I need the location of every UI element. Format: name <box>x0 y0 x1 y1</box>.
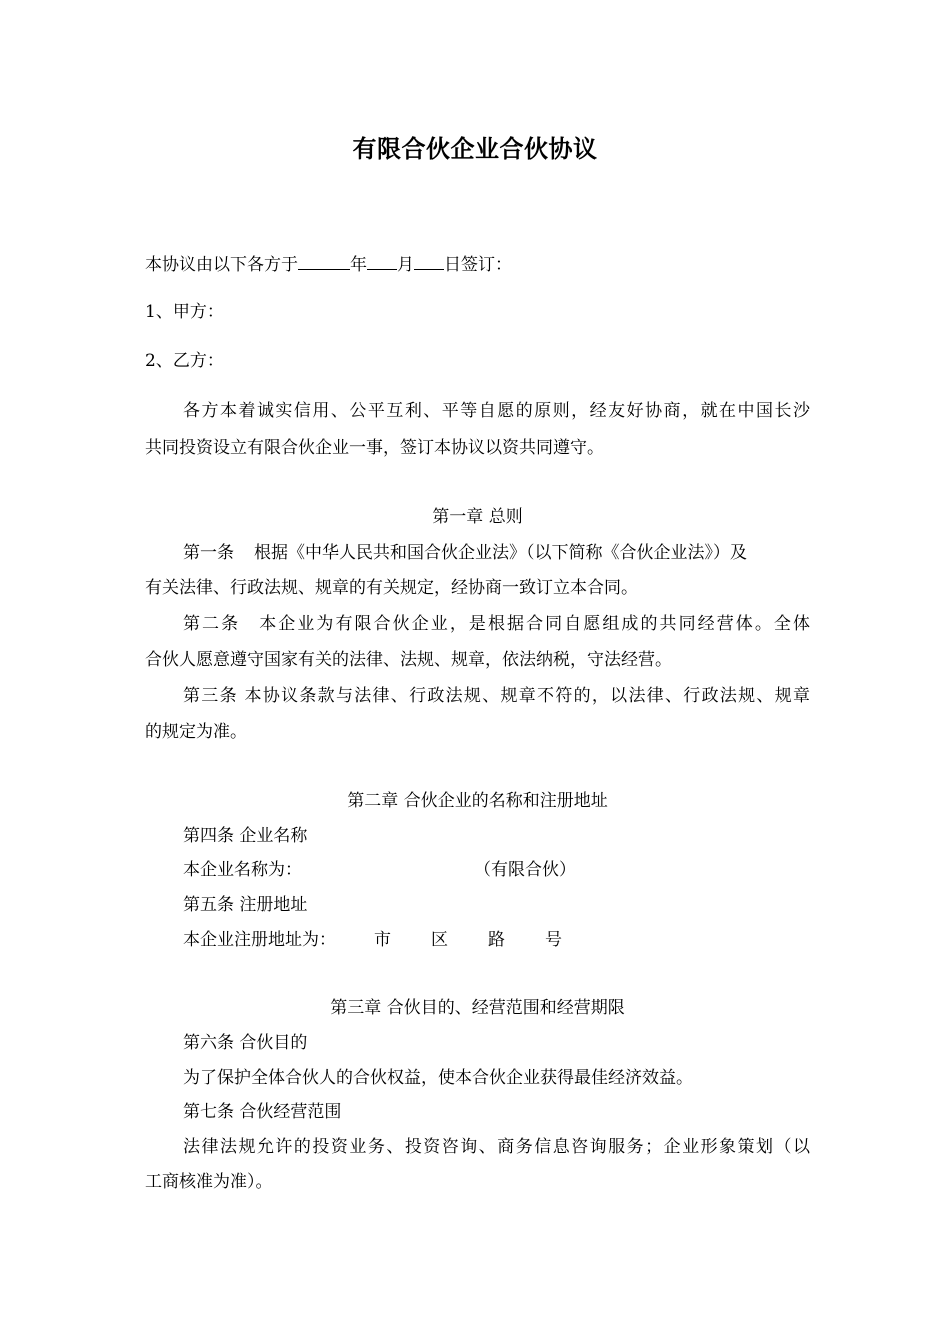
day-suffix: 日签订： <box>444 255 512 275</box>
signing-date-line <box>145 251 810 277</box>
day-blank <box>414 251 444 270</box>
article-2-line-1: 第二条 本企业为有限合伙企业，是根据合同自愿组成的共同经营体。全体 <box>183 614 810 634</box>
article-6-text: 为了保护全体合伙人的合伙权益，使本合伙企业获得最佳经济效益。 <box>183 1068 693 1088</box>
address-prefix: 本企业注册地址为： <box>183 930 336 950</box>
company-name-prefix: 本企业名称为： <box>183 860 302 880</box>
article-2-line-2: 合伙人愿意遵守国家有关的法律、法规、规章，依法纳税，守法经营。 <box>145 650 672 670</box>
article-3-line-1: 第三条 本协议条款与法律、行政法规、规章不符的，以法律、行政法规、规章 <box>183 686 810 706</box>
address-number: 号 <box>545 930 562 950</box>
article-7-heading: 第七条 合伙经营范围 <box>183 1102 342 1122</box>
company-name-suffix: （有限合伙） <box>474 860 576 880</box>
year-label: 年 <box>350 255 367 275</box>
address-district: 区 <box>431 930 448 950</box>
party-a-line: 1、甲方： <box>145 302 224 322</box>
article-5-heading: 第五条 注册地址 <box>183 895 308 915</box>
article-6-heading: 第六条 合伙目的 <box>183 1033 308 1053</box>
article-7-line-2: 工商核准为准）。 <box>145 1172 273 1192</box>
party-b-line: 2、乙方： <box>145 351 224 371</box>
month-blank <box>367 251 397 270</box>
article-1-text: 根据《中华人民共和国合伙企业法》（以下简称《合伙企业法》）及 <box>254 543 747 563</box>
intro-paragraph-line-1: 各方本着诚实信用、公平互利、平等自愿的原则，经友好协商，就在中国长沙 <box>183 401 810 421</box>
intro-paragraph-line-2: 共同投资设立有限合伙企业一事，签订本协议以资共同遵守。 <box>145 438 604 458</box>
chapter-1-heading: 第一章 总则 <box>432 507 523 527</box>
sign-prefix: 本协议由以下各方于 <box>145 255 298 275</box>
chapter-2-heading: 第二章 合伙企业的名称和注册地址 <box>347 791 608 811</box>
company-name-line <box>183 858 810 882</box>
month-label: 月 <box>397 255 414 275</box>
year-blank <box>298 251 350 270</box>
article-7-line-1: 法律法规允许的投资业务、投资咨询、商务信息咨询服务；企业形象策划（以 <box>183 1137 810 1157</box>
article-1-label: 第一条 <box>183 543 234 563</box>
article-1-line-1 <box>183 541 810 565</box>
address-road: 路 <box>488 930 505 950</box>
address-city: 市 <box>374 930 391 950</box>
registered-address-line <box>183 928 810 952</box>
article-1-line-2: 有关法律、行政法规、规章的有关规定，经协商一致订立本合同。 <box>145 578 638 598</box>
document-title: 有限合伙企业合伙协议 <box>352 135 598 163</box>
article-3-line-2: 的规定为准。 <box>145 722 247 742</box>
article-4-heading: 第四条 企业名称 <box>183 826 308 846</box>
chapter-3-heading: 第三章 合伙目的、经营范围和经营期限 <box>330 998 625 1018</box>
